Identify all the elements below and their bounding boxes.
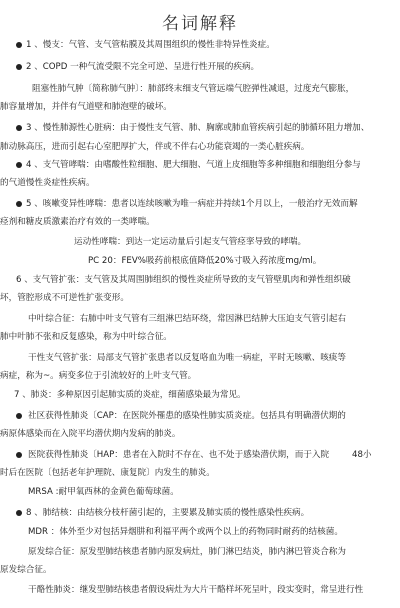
text-line-1: 1 、慢支：气管、支气管粘膜及其周围组织的慢性非特异性炎症。	[14, 39, 275, 52]
text-line-18: 病症，称为~。病变多位于引流较好的上叶支气管。	[0, 371, 197, 381]
bullet-icon	[16, 452, 22, 458]
text-line-11: 运动性哮喘：到达一定运动量后引起支气管痉挛导致的哮喘。	[74, 237, 307, 247]
text-line-20: 社区获得性肺炎〔CAP：在医院外罹患的感染性肺实质炎症。包括具有明确潜伏期的	[14, 410, 346, 423]
text-line-28: 原发综合征。	[0, 565, 52, 575]
text-line-25: 8 、肺结核：由结核分枝杆菌引起的，主要累及肺实质的慢性感染性疾病。	[14, 507, 309, 520]
text-line-9: 5 、咳嗽变异性哮喘：患者以连续咳嗽为唯一病症并持续1个月以上，一般治疗无效而解	[14, 198, 358, 211]
text-line-19: 7 、肺炎：多种原因引起肺实质的炎症，细菌感染最为常见。	[14, 390, 246, 400]
text-line-13: 6 、支气管扩张：支气管及其周围肺组织的慢性炎症所导致的支气管壁肌肉和弹性组织破	[16, 275, 351, 285]
text-line-10: 痉剂和糖皮质激素治疗有效的一类哮喘。	[0, 217, 155, 227]
text-line-16: 肺中叶肺不张和反复感染，称为中叶综合征。	[0, 332, 172, 342]
text-line-27: 原发综合征：原发型肺结核患者肺内原发病灶，肺门淋巴结炎，肺内淋巴管炎合称为	[28, 547, 346, 557]
text-line-4: 肺容量增加，并伴有气道壁和肺泡壁的破坏。	[0, 102, 172, 112]
text-line-15: 中叶综合征：右肺中叶支气管有三组淋巴结环绕，常因淋巴结肿大压迫支气管引起右	[28, 314, 346, 324]
bullet-icon	[16, 42, 22, 48]
text-line-6: 肺动脉高压，进而引起右心室肥厚扩大，伴或不伴右心功能衰竭的一类心脏疾病。	[0, 142, 310, 152]
text-line-23: 时后在医院〔包括老年护理院、康复院〕内发生的肺炎。	[0, 468, 215, 478]
text-line-26: MDR ：体外至少对包括异烟肼和利福平两个或两个以上的药物同时耐药的结核菌。	[28, 527, 343, 537]
bullet-icon	[16, 64, 22, 70]
text-line-22: 医院获得性肺炎〔HAP：患者在入院时不存在、也不处于感染潜伏期，而于入院	[14, 449, 329, 462]
bullet-icon	[16, 162, 22, 168]
text-line-21: 病原体感染而在入院平均潜伏期内发病的肺炎。	[0, 429, 181, 439]
text-line-14: 坏，管腔形成不可逆性扩张变形。	[0, 293, 129, 303]
text-line-24: MRSA :耐甲氧西林的金黄色葡萄球菌。	[28, 487, 179, 497]
text-line-17: 干性支气管扩张：局部支气管扩张患者以反复咯血为唯一病症，平时无咳嗽、咳痰等	[28, 353, 346, 363]
text-line-8: 的气道慢性炎症性疾病。	[0, 178, 95, 188]
text-line-2: 2 、COPD 一种气流受限不完全可逆、呈进行性开展的疾病。	[14, 61, 259, 74]
text-line-12: PC 20：FEV%吸药前根底值降低20%寸吸入药浓度mg/ml。	[88, 256, 322, 266]
text-line-3: 阻塞性肺气肿〔简称肺气肿〕：肺部终末细支气管远端气腔弹性减退，过度充气膨胀，	[32, 84, 355, 94]
margin-note: 48小	[352, 450, 372, 460]
bullet-icon	[16, 510, 22, 516]
text-line-7: 4 、支气管哮喘：由嗜酸性粒细胞、肥大细胞、气道上皮细胞等多种细胞和细胞组分参与	[14, 159, 361, 172]
page-title: 名词解释	[162, 14, 238, 34]
bullet-icon	[16, 125, 22, 131]
text-line-29: 干酪性肺炎：继发型肺结核患者假设病灶为大片干酪样坏死呈叶，段实变时，常呈进行性	[28, 585, 364, 595]
bullet-icon	[16, 201, 22, 207]
text-line-5: 3 、慢性肺源性心脏病：由于慢性支气管、肺、胸廓或肺血管疾病引起的肺循环阻力增加、	[14, 122, 369, 135]
bullet-icon	[16, 413, 22, 419]
